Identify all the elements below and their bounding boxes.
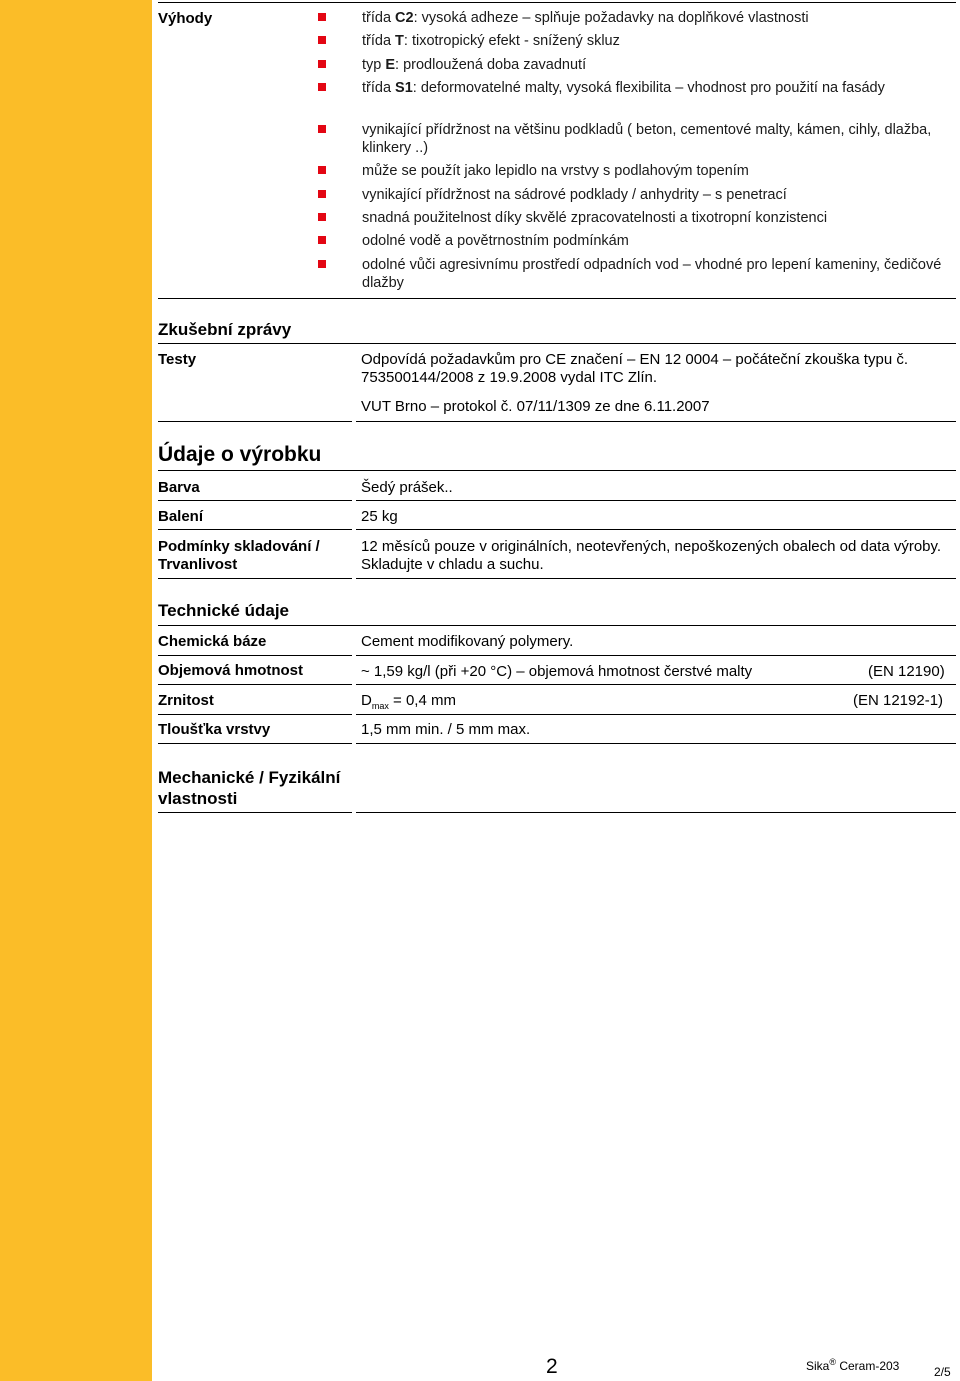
divider [158,625,956,626]
bullet-icon [318,60,326,68]
product: Ceram-203 [835,1359,900,1373]
divider [158,655,352,656]
baze-label: Chemická báze [158,633,267,650]
divider [158,714,352,715]
divider [158,684,352,685]
section-label-vyhody: Výhody [158,10,213,27]
divider [158,298,956,299]
divider [356,655,956,656]
bullet-icon [318,166,326,174]
advantage-item [362,162,956,180]
divider [356,500,956,501]
testy-value-2: VUT Brno – protokol č. 07/11/1309 ze dne 6.11.2007 [361,398,710,415]
divider [158,343,956,344]
zrnitost-label: Zrnitost [158,692,214,709]
vrstva-label: Tloušťka vrstvy [158,721,271,738]
testy-value: Odpovídá požadavkům pro CE značení – EN 12 0004 – počáteční zkouška typu č. 753500144/2008 z 19.9.2008 vydal ITC Zlín. [361,351,908,386]
advantage-prefix: třída [362,80,396,96]
registered-mark: ® [829,1357,836,1367]
divider [356,714,956,715]
divider [158,2,956,3]
divider [158,470,956,471]
vrstva-value: 1,5 mm min. / 5 mm max. [361,721,531,738]
page-number: 2 [546,1355,558,1378]
bullet-icon [318,13,326,21]
advantage-text: : tixotropický efekt - snížený skluz [403,33,620,49]
hmotnost-value: ~ 1,59 kg/l (při +20 °C) – objemová hmotnost čerstvé malty [361,663,753,680]
hmotnost-norm: (EN 12190) [868,663,945,680]
bullet-icon [318,260,326,268]
zrnitost-number: = 0,4 mm [388,692,456,709]
advantage-prefix: typ [362,57,386,73]
bullet-icon [318,190,326,198]
advantage-item [362,56,956,74]
advantage-text: vynikající přídržnost na většinu podkladů ( beton, cementové malty, kámen, cihly, dlažba, klinkery ..) [362,122,932,156]
divider [356,421,956,422]
barva-label: Barva [158,479,200,496]
skladovani-value: 12 měsíců pouze v originálních, neotevřených, nepoškozených obalech od data výroby. Skladujte v chladu a suchu. [361,538,942,573]
baze-value: Cement modifikovaný polymery. [361,633,574,650]
baleni-label: Balení [158,508,204,525]
divider [158,529,352,530]
divider [356,812,956,813]
advantage-class: T [395,33,404,49]
barva-value: Šedý prášek.. [361,479,453,496]
divider [158,743,352,744]
advantage-text: : prodloužená doba zavadnutí [395,57,587,73]
product-name [806,1357,899,1373]
divider [356,743,956,744]
yellow-sidebar [0,0,152,1381]
advantage-item [362,121,956,157]
divider [356,529,956,530]
section-heading-zkusebni: Zkušební zprávy [158,320,292,339]
divider [158,500,352,501]
section-heading-udaje: Údaje o výrobku [158,443,322,466]
zrnitost-norm: (EN 12192-1) [853,692,944,709]
testy-label: Testy [158,351,197,368]
advantage-prefix: třída [362,33,396,49]
divider [158,421,352,422]
advantage-item [362,232,956,250]
advantage-text: odolné vodě a povětrnostním podmínkám [362,233,629,249]
advantage-text: odolné vůči agresivnímu prostředí odpadních vod – vhodné pro lepení kameniny, čedičové dlažby [362,257,942,291]
advantage-text: : deformovatelné malty, vysoká flexibilita – vhodnost pro použití na fasády [412,80,885,96]
skladovani-label: Podmínky skladování / Trvanlivost [158,538,320,573]
advantage-item [362,256,956,292]
advantage-text: : vysoká adheze – splňuje požadavky na doplňkové vlastnosti [413,10,809,26]
advantage-class: E [385,57,396,73]
section-heading-technicke: Technické údaje [158,601,290,620]
divider [158,578,352,579]
bullet-icon [318,213,326,221]
advantage-item [362,32,956,50]
advantage-item [362,79,956,97]
advantage-item [362,186,956,204]
bullet-icon [318,83,326,91]
hmotnost-label: Objemová hmotnost [158,662,304,679]
advantage-text: vynikající přídržnost na sádrové podklady / anhydrity – s penetrací [362,187,787,203]
bullet-icon [318,125,326,133]
bullet-icon [318,36,326,44]
page-of: 2/5 [934,1365,951,1379]
advantage-class: C2 [395,10,414,26]
baleni-value: 25 kg [361,508,398,525]
divider [356,684,956,685]
divider [158,812,352,813]
advantage-text: může se použít jako lepidlo na vrstvy s podlahovým topením [362,163,749,179]
advantage-item [362,209,956,227]
brand: Sika [806,1359,830,1373]
zrnitost-sub: max [371,701,389,711]
advantage-item [362,9,956,27]
advantage-text: snadná použitelnost díky skvělé zpracovatelnosti a tixotropní konzistenci [362,210,828,226]
zrnitost-d: D [361,692,372,709]
advantage-class: S1 [395,80,413,96]
bullet-icon [318,236,326,244]
zrnitost-value [361,692,456,715]
divider [356,578,956,579]
section-heading-mechanicke: Mechanické / Fyzikální vlastnosti [158,768,341,808]
advantage-prefix: třída [362,10,396,26]
